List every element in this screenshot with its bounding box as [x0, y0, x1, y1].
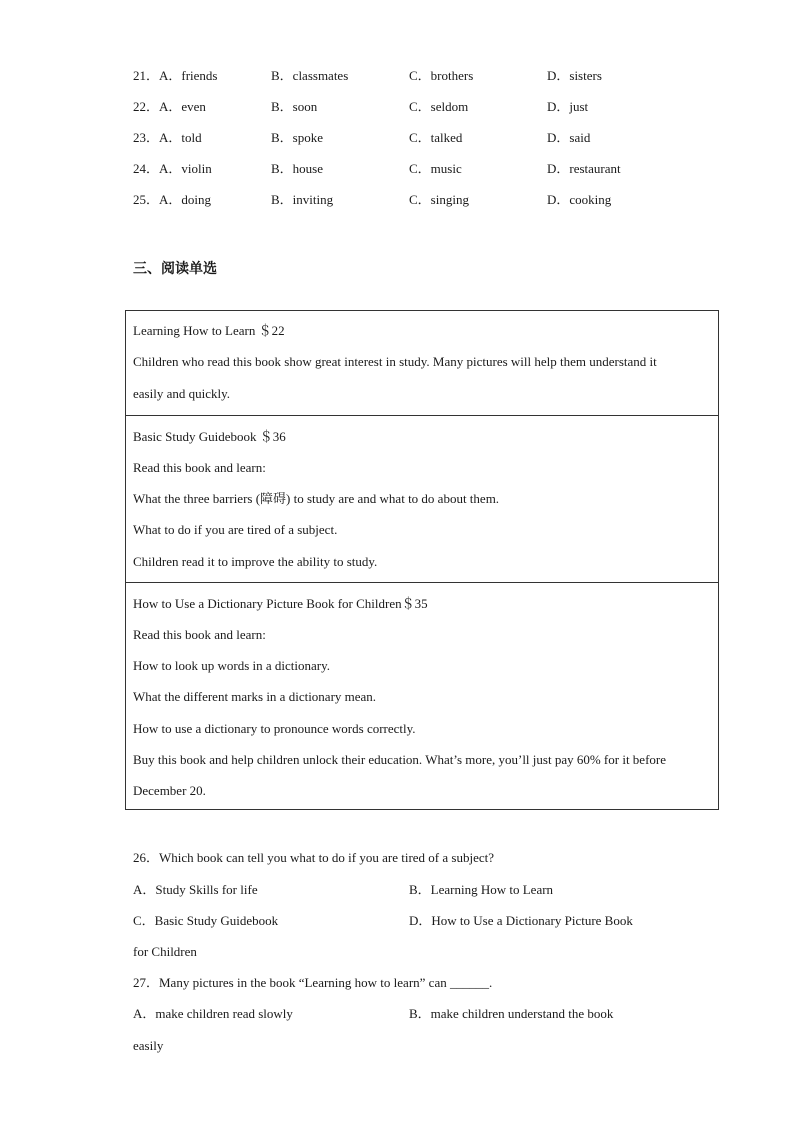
option-d: D．said — [547, 130, 591, 145]
q26-option-b: B．Learning How to Learn — [409, 882, 554, 897]
section-heading: 三、阅读单选 — [133, 261, 217, 277]
book-title-line: Learning How to Learn ＄22 — [133, 323, 285, 338]
book-desc-line: What the three barriers (障碍) to study are and what to do about them. — [133, 491, 500, 506]
option-d: D．cooking — [547, 192, 612, 207]
option-a: A．even — [159, 99, 206, 114]
option-c: C．music — [409, 161, 462, 176]
question-26-stem: 26．Which book can tell you what to do if you are tired of a subject? — [133, 850, 495, 865]
book-cell-2 — [126, 415, 718, 582]
option-b: B．soon — [271, 99, 318, 114]
option-c: C．brothers — [409, 68, 474, 83]
option-b: B．classmates — [271, 68, 349, 83]
question-number: 21． — [133, 68, 160, 83]
option-a: A．friends — [159, 68, 218, 83]
book-title-line: How to Use a Dictionary Picture Book for Children＄35 — [133, 596, 428, 611]
option-c: C．seldom — [409, 99, 469, 114]
option-b: B．house — [271, 161, 324, 176]
option-b: B．inviting — [271, 192, 334, 207]
book-desc-line: Children who read this book show great interest in study. Many pictures will help them understand it — [133, 354, 657, 369]
option-d: D．sisters — [547, 68, 602, 83]
question-27-stem: 27．Many pictures in the book “Learning how to learn” can ______. — [133, 975, 493, 990]
q27-option-b: B．make children understand the book — [409, 1006, 614, 1021]
option-b: B．spoke — [271, 130, 324, 145]
book-cell-3 — [126, 582, 718, 809]
q27-option-a: A．make children read slowly — [133, 1006, 293, 1021]
book-desc-line: Buy this book and help children unlock their education. What’s more, you’ll just pay 60% for it before — [133, 752, 666, 767]
option-a: A．told — [159, 130, 202, 145]
question-number: 25． — [133, 192, 160, 207]
q26-option-d: D．How to Use a Dictionary Picture Book — [409, 913, 633, 928]
book-cell-1 — [126, 311, 718, 415]
question-number: 22． — [133, 99, 160, 114]
book-desc-line: December 20. — [133, 783, 206, 798]
book-desc-line: easily and quickly. — [133, 386, 230, 401]
option-d: D．just — [547, 99, 589, 114]
question-number: 23． — [133, 130, 160, 145]
book-desc-line: Read this book and learn: — [133, 460, 266, 475]
book-desc-line: Read this book and learn: — [133, 627, 266, 642]
book-desc-line: How to look up words in a dictionary. — [133, 658, 331, 673]
q26-option-a: A．Study Skills for life — [133, 882, 258, 897]
q27-option-b-continued: easily — [133, 1038, 164, 1053]
option-c: C．talked — [409, 130, 463, 145]
book-desc-line: Children read it to improve the ability to study. — [133, 554, 378, 569]
option-d: D．restaurant — [547, 161, 621, 176]
option-c: C．singing — [409, 192, 469, 207]
book-desc-line: What to do if you are tired of a subject. — [133, 522, 338, 537]
q26-option-c: C．Basic Study Guidebook — [133, 913, 279, 928]
question-number: 24． — [133, 161, 160, 176]
option-a: A．doing — [159, 192, 212, 207]
option-a: A．violin — [159, 161, 212, 176]
book-title-line: Basic Study Guidebook ＄36 — [133, 429, 286, 444]
q26-option-d-continued: for Children — [133, 944, 197, 959]
book-desc-line: What the different marks in a dictionary mean. — [133, 689, 377, 704]
book-desc-line: How to use a dictionary to pronounce words correctly. — [133, 721, 416, 736]
book-table — [125, 310, 719, 810]
